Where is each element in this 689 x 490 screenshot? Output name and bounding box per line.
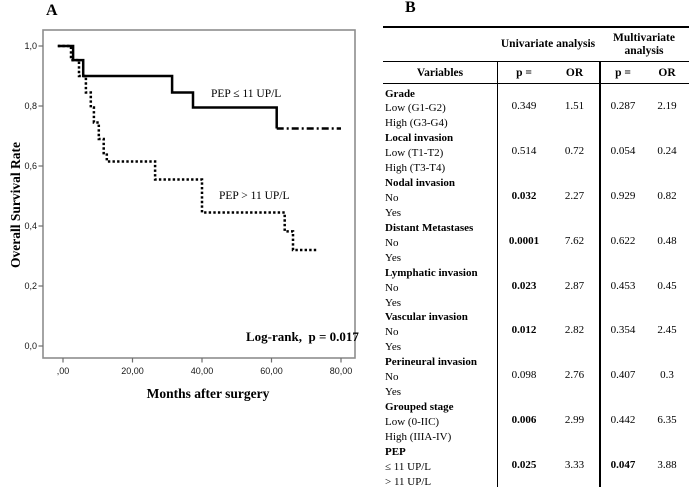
multi-p-value: 0.287 [599, 84, 645, 129]
header-uni-or: OR [550, 62, 599, 84]
uni-p-value: 0.0001 [497, 218, 550, 263]
header-variables: Variables [383, 62, 497, 84]
multi-or-value: 3.88 [657, 458, 677, 471]
multi-or-value: 0.48 [657, 234, 677, 247]
uni-p-value: 0.098 [497, 353, 550, 398]
y-tick-label: 0,8 [24, 101, 37, 111]
variable-name: Grade [385, 87, 415, 100]
header-multi-or: OR [645, 62, 689, 84]
header-multi-p: p = [599, 62, 645, 84]
uni-or-value: 2.82 [564, 324, 585, 337]
y-tick-label: 1,0 [24, 41, 37, 51]
series-label-pep-gt-11: PEP > 11 UP/L [219, 190, 290, 202]
uni-or-value: 1.51 [564, 100, 585, 113]
uni-or-value: 2.76 [564, 369, 585, 382]
y-tick-label: 0,4 [24, 221, 37, 231]
multi-or-value: 0.3 [660, 369, 674, 382]
variable-level: No [385, 281, 399, 294]
series-label-pep-le-11: PEP ≤ 11 UP/L [211, 88, 282, 100]
variable-level: No [385, 371, 399, 384]
uni-p-value: 0.349 [497, 84, 550, 129]
multi-p-value: 0.622 [599, 218, 645, 263]
variable-name: Distant Metastases [385, 221, 474, 234]
variable-level: Yes [385, 206, 402, 219]
variable-level: High (G3-G4) [385, 117, 448, 130]
multi-or-value: 0.45 [657, 279, 677, 292]
multi-or-value: 2.45 [657, 324, 677, 337]
multi-p-value: 0.929 [599, 174, 645, 219]
variable-cell [383, 174, 497, 219]
panel-b-label: B [405, 0, 416, 16]
multi-p-value: 0.453 [599, 263, 645, 308]
y-tick-label: 0,0 [24, 341, 37, 351]
multi-p-value: 0.354 [599, 308, 645, 353]
multi-p-value: 0.047 [599, 442, 645, 487]
variable-name: Vascular invasion [385, 311, 468, 324]
variable-level: Yes [385, 296, 402, 309]
x-tick-label: 40,00 [190, 366, 214, 376]
uni-or-value: 0.72 [564, 145, 585, 158]
header-multivariate: Multivariate analysis [599, 28, 689, 62]
variable-level: > 11 UP/L [385, 475, 432, 488]
variable-level: Yes [385, 341, 402, 354]
km-plot [0, 0, 370, 420]
variable-cell [383, 353, 497, 398]
uni-or-value: 3.33 [564, 458, 585, 471]
uni-or-value: 7.62 [564, 234, 585, 247]
variable-level: High (IIIA-IV) [385, 430, 452, 443]
variable-cell [383, 218, 497, 263]
uni-or-value: 2.99 [564, 413, 585, 426]
uni-p-value: 0.023 [497, 263, 550, 308]
uni-p-value: 0.032 [497, 174, 550, 219]
multi-or-value: 2.19 [657, 100, 677, 113]
uni-p-value: 0.025 [497, 442, 550, 487]
x-tick-label: 60,00 [260, 366, 283, 376]
x-tick-label: 80,00 [329, 366, 353, 376]
variable-name: Nodal invasion [385, 177, 455, 190]
variable-level: ≤ 11 UP/L [385, 460, 431, 473]
variable-cell [383, 129, 497, 174]
uni-p-value: 0.514 [497, 129, 550, 174]
multi-or-value: 0.24 [657, 145, 677, 158]
variable-cell [383, 308, 497, 353]
variable-level: Yes [385, 386, 402, 399]
variable-name: Perineural invasion [385, 356, 477, 369]
x-tick-label: ,00 [56, 366, 70, 376]
analysis-table [383, 26, 689, 490]
y-tick-label: 0,2 [24, 281, 37, 291]
uni-or-value: 2.27 [564, 189, 585, 202]
y-axis-title: Overall Survival Rate [8, 142, 23, 268]
multi-p-value: 0.407 [599, 353, 645, 398]
log-rank-annotation: Log-rank, p = 0.017 [246, 329, 359, 344]
variable-level: Low (0-IIC) [385, 415, 440, 428]
variable-level: No [385, 326, 399, 339]
header-spacer-cell [383, 28, 497, 62]
variable-name: Grouped stage [385, 401, 454, 414]
variable-cell [383, 84, 497, 129]
x-tick-label: 20,00 [121, 366, 144, 376]
y-tick-label: 0,6 [24, 161, 37, 171]
variable-level: High (T3-T4) [385, 162, 446, 175]
multi-p-value: 0.442 [599, 398, 645, 443]
uni-p-value: 0.012 [497, 308, 550, 353]
multi-p-value: 0.054 [599, 129, 645, 174]
header-uni-p: p = [497, 62, 550, 84]
x-axis-title: Months after surgery [146, 386, 270, 401]
panel-a-label: A [46, 2, 58, 19]
variable-cell [383, 442, 497, 487]
variable-level: No [385, 236, 399, 249]
multi-or-value: 0.82 [657, 189, 677, 202]
variable-cell [383, 398, 497, 443]
variable-level: No [385, 192, 399, 204]
variable-name: Local invasion [385, 132, 454, 145]
variable-level: Yes [385, 251, 402, 264]
variable-cell [383, 263, 497, 308]
variable-name: Lymphatic invasion [385, 266, 478, 279]
variable-name: PEP [385, 445, 406, 458]
multi-or-value: 6.35 [657, 413, 677, 426]
variable-level: Low (T1-T2) [385, 147, 444, 160]
variable-level: Low (G1-G2) [385, 102, 446, 115]
plot-border [43, 30, 355, 358]
uni-p-value: 0.006 [497, 398, 550, 443]
uni-or-value: 2.87 [564, 279, 585, 292]
header-univariate: Univariate analysis [497, 28, 599, 62]
